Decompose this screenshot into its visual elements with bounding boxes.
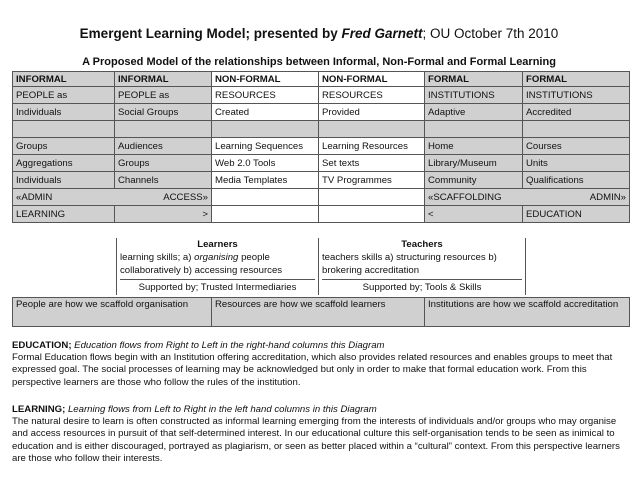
table-cell: Social Groups — [115, 104, 212, 121]
table-cell: Accredited — [523, 104, 630, 121]
left-arrow-cell: < — [425, 206, 523, 223]
table-cell: RESOURCES — [319, 87, 425, 104]
blank-cell — [212, 189, 319, 206]
header-row — [13, 72, 630, 87]
blank-cell — [212, 206, 319, 223]
blank-cell — [425, 121, 523, 138]
table-cell: Audiences — [115, 138, 212, 155]
access-label: ACCESS» — [163, 191, 208, 203]
header-cell: FORMAL — [523, 72, 630, 87]
table-row — [13, 104, 630, 121]
table-cell: Adaptive — [425, 104, 523, 121]
learning-heading: LEARNING; Learning flows from Left to Right in the left hand columns in this Diagram — [12, 404, 377, 415]
table-row — [13, 87, 630, 104]
table-cell: INSTITUTIONS — [523, 87, 630, 104]
spacer-row — [13, 121, 630, 138]
table-cell: Learning Sequences — [212, 138, 319, 155]
learning-cell: LEARNING — [13, 206, 115, 223]
learning-row — [13, 206, 630, 223]
education-section — [12, 340, 626, 389]
learning-section — [12, 404, 626, 465]
blank-cell — [319, 121, 425, 138]
scaffolding-label: «SCAFFOLDING — [428, 191, 502, 203]
model-subtitle: A Proposed Model of the relationships between Informal, Non-Formal and Formal Learning — [82, 56, 556, 68]
education-heading: EDUCATION; Education flows from Right to Left in the right-hand columns this Diagram — [12, 340, 385, 351]
blank-cell — [115, 121, 212, 138]
table-cell: TV Programmes — [319, 172, 425, 189]
teachers-support: Supported by; Tools & Skills — [322, 279, 522, 296]
header-cell: INFORMAL — [115, 72, 212, 87]
scaffold-resources: Resources are how we scaffold learners — [212, 298, 425, 327]
learners-box — [116, 238, 319, 295]
slide-title — [0, 26, 638, 41]
learners-heading: Learners — [197, 239, 238, 250]
blank-cell — [319, 189, 425, 206]
table-cell: Learning Resources — [319, 138, 425, 155]
table-cell: Provided — [319, 104, 425, 121]
table-cell: Groups — [13, 138, 115, 155]
blank-cell — [319, 206, 425, 223]
header-cell: FORMAL — [425, 72, 523, 87]
table-cell: Channels — [115, 172, 212, 189]
table-cell: Individuals — [13, 172, 115, 189]
table-cell: INSTITUTIONS — [425, 87, 523, 104]
scaffolding-admin-cell — [425, 189, 630, 206]
title-main: Emergent Learning Model; presented by — [79, 26, 342, 41]
blank-cell — [523, 121, 630, 138]
table-cell: Aggregations — [13, 155, 115, 172]
table-cell: PEOPLE as — [115, 87, 212, 104]
blank-cell — [212, 121, 319, 138]
table-cell: Web 2.0 Tools — [212, 155, 319, 172]
table-cell: Groups — [115, 155, 212, 172]
table-cell: Units — [523, 155, 630, 172]
table-row — [13, 138, 630, 155]
table-cell: Home — [425, 138, 523, 155]
admin-label: ADMIN» — [589, 191, 626, 203]
education-cell: EDUCATION — [523, 206, 630, 223]
header-cell: NON-FORMAL — [319, 72, 425, 87]
table-cell: Created — [212, 104, 319, 121]
table-cell: PEOPLE as — [13, 87, 115, 104]
right-arrow-cell: > — [115, 206, 212, 223]
education-body: Formal Education flows begin with an Institution offering accreditation, which also provides related resources and enables groups to meet that expressed goal. The social processes of learning may be acknowledged but only in order to make that formal education work. From this perspective learners are those who follow the rules of the institution. — [12, 352, 613, 388]
scaffold-people: People are how we scaffold organisation — [13, 298, 212, 327]
learning-body: The natural desire to learn is often constructed as informal learning emerging from the interests of individuals and/or groups who may organise and access resources in pursuit of that self-determined interest. In our educational culture this self-organisation tends to be seen as inimical to education and is either discouraged, portrayed as plagiarism, or seen as better placed within a “cultural” context. From this perspective learners are those who follow their interests. — [12, 416, 620, 464]
table-cell: Media Templates — [212, 172, 319, 189]
scaffold-row — [12, 297, 630, 327]
teachers-box — [319, 238, 526, 295]
model-table — [12, 71, 630, 223]
teachers-text: teachers skills a) structuring resources b) brokering accreditation — [322, 252, 497, 276]
admin-access-cell — [13, 189, 212, 206]
table-cell: Set texts — [319, 155, 425, 172]
header-cell: NON-FORMAL — [212, 72, 319, 87]
title-event: ; OU October 7th 2010 — [422, 26, 559, 41]
table-cell: Individuals — [13, 104, 115, 121]
title-author: Fred Garnett — [341, 26, 423, 41]
table-cell: RESOURCES — [212, 87, 319, 104]
learners-text: learning skills; a) organising people collaboratively b) accessing resources — [120, 252, 283, 276]
blank-cell — [13, 121, 115, 138]
scaffold-institutions: Institutions are how we scaffold accreditation — [425, 298, 630, 327]
table-cell: Community — [425, 172, 523, 189]
table-cell: Courses — [523, 138, 630, 155]
learners-support: Supported by; Trusted Intermediaries — [120, 279, 315, 296]
header-cell: INFORMAL — [13, 72, 115, 87]
admin-row — [13, 189, 630, 206]
table-row — [13, 172, 630, 189]
teachers-heading: Teachers — [401, 239, 443, 250]
table-cell: Qualifications — [523, 172, 630, 189]
table-row — [13, 155, 630, 172]
table-cell: Library/Museum — [425, 155, 523, 172]
admin-label: «ADMIN — [16, 191, 53, 203]
